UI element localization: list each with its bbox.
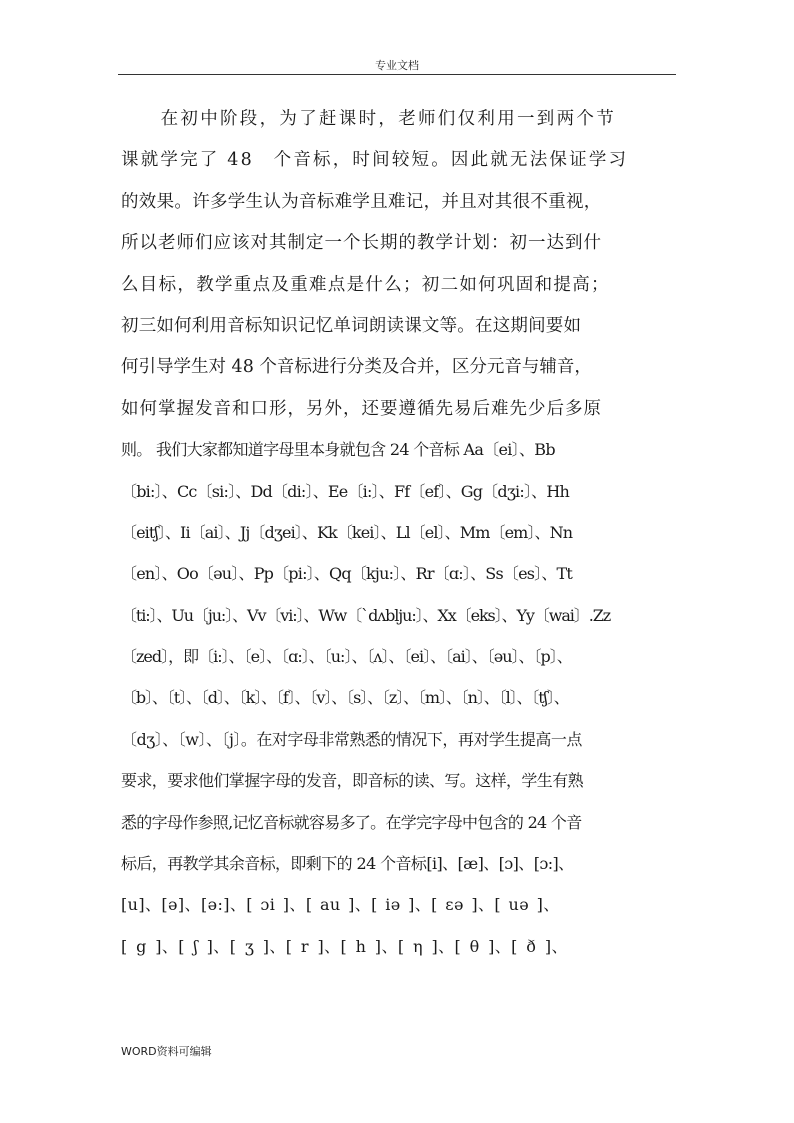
paragraph-line: 要求，要求他们掌握字母的发音，即音标的读、写。这样，学生有熟 [121, 771, 584, 791]
paragraph-line: 的效果。许多学生认为音标难学且难记，并且对其很不重视， [121, 191, 602, 212]
paragraph-line: 〔eitʃ〕、Ii〔ai〕、Jj〔dʒei〕、Kk〔kei〕、Ll〔el〕、Mm〔em〕、Nn [121, 522, 573, 542]
paragraph-line: 〔b〕、〔t〕、〔d〕、〔k〕、〔f〕、〔v〕、〔s〕、〔z〕、〔m〕、〔n〕、〔l〕、〔tʃ〕、 [121, 688, 569, 708]
paragraph-line: 初三如何利用音标知识记忆单词朗读课文等。在这期间要如 [121, 315, 582, 336]
header-divider [118, 74, 676, 75]
paragraph-line: 标后，再教学其余音标，即剩下的 24 个音标[i]、[æ]、[ɔ]、[ɔ:]、 [121, 854, 574, 874]
paragraph-line: 则。 我们大家都知道字母里本身就包含 24 个音标 Aa〔ei〕、Bb [121, 440, 555, 460]
page-footer: WORD资料可编辑 [121, 1045, 212, 1058]
paragraph-line: 悉的字母作参照,记忆音标就容易多了。在学完字母中包含的 24 个音 [121, 812, 582, 832]
paragraph-line: [ g ]、[ ʃ ]、[ ʒ ]、[ r ]、[ h ]、[ η ]、[ θ ]、[ ð ]、 [121, 936, 568, 956]
document-body [121, 101, 675, 970]
paragraph-line: 〔en〕、Oo〔əu〕、Pp〔pi:〕、Qq〔kju:〕、Rr〔ɑ:〕、Ss〔es〕、Tt [121, 564, 573, 584]
paragraph-line: 所以老师们应该对其制定一个长期的教学计划：初一达到什 [121, 233, 602, 254]
paragraph-line: 〔ti:〕、Uu〔ju:〕、Vv〔vi:〕、Ww〔`dʌblju:〕、Xx〔eks〕、Yy〔wai〕.Zz [121, 605, 611, 625]
paragraph-line: 么目标，教学重点及重难点是什么；初二如何巩固和提高； [121, 274, 610, 295]
paragraph-line: 何引导学生对 48 个音标进行分类及合并，区分元音与辅音， [121, 357, 592, 378]
paragraph-line: 课就学完了 48 个音标，时间较短。因此就无法保证学习 [121, 150, 629, 171]
paragraph-line: 〔zed〕，即〔i:〕、〔e〕、〔ɑ:〕、〔u:〕、〔ʌ〕、〔ei〕、〔ai〕、〔əu〕、〔p〕、 [121, 647, 572, 667]
paragraph-line: 〔bi:〕、Cc〔si:〕、Dd〔di:〕、Ee〔i:〕、Ff〔ef〕、Gg〔dʒi:〕、Hh [121, 481, 570, 501]
paragraph-line: [u]、[ə]、[ə:]、[ ɔi ]、[ au ]、[ iə ]、[ ɛə ]、[ uə ]、 [121, 895, 560, 915]
paragraph-line: 在初中阶段，为了赶课时，老师们仅利用一到两个节 [121, 109, 616, 129]
paragraph-line: 如何掌握发音和口形，另外，还要遵循先易后难先少后多原 [121, 398, 602, 419]
page-header: 专业文档 [375, 59, 419, 72]
paragraph-line: 〔dʒ〕、〔w〕、〔j〕。在对字母非常熟悉的情况下，再对学生提高一点 [121, 729, 582, 749]
